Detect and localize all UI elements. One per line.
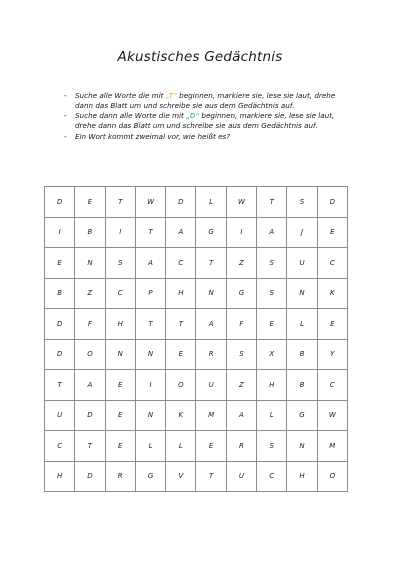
instruction-text: Ein Wort kommt zweimal vor, wie heißt es? [75,131,231,141]
grid-cell[interactable]: S [287,187,317,218]
grid-cell[interactable]: G [196,217,226,248]
grid-row [45,278,348,309]
grid-cell[interactable]: W [135,187,165,218]
grid-cell[interactable]: S [257,248,287,279]
grid-cell[interactable]: U [287,248,317,279]
grid-cell[interactable]: B [75,217,105,248]
grid-cell[interactable]: X [257,339,287,370]
grid-cell[interactable]: G [135,461,165,492]
grid-cell[interactable]: A [135,248,165,279]
grid-cell[interactable]: C [317,248,347,279]
grid-cell[interactable]: D [75,461,105,492]
instruction-list [64,91,346,143]
grid-cell[interactable]: G [287,400,317,431]
instruction-item [64,132,346,142]
grid-cell[interactable]: U [45,400,75,431]
instruction-text: Suche dann alle Worte die mit [75,111,187,121]
grid-cell[interactable]: W [317,400,347,431]
grid-cell[interactable]: H [257,370,287,401]
grid-cell[interactable]: O [166,370,196,401]
highlight-letter-t: „T“ [165,91,177,100]
grid-cell[interactable]: L [166,431,196,462]
grid-cell[interactable]: E [105,400,135,431]
grid-cell[interactable]: D [45,309,75,340]
grid-cell[interactable]: D [166,187,196,218]
instruction-item [64,111,346,130]
grid-cell[interactable]: Z [226,248,256,279]
grid-row [45,217,348,248]
grid-cell[interactable]: T [105,187,135,218]
grid-cell[interactable]: D [75,400,105,431]
grid-cell[interactable]: C [45,431,75,462]
grid-cell[interactable]: F [226,309,256,340]
grid-cell[interactable]: D [45,187,75,218]
grid-cell[interactable]: T [196,248,226,279]
highlight-letter-d: „D“ [186,111,200,121]
grid-cell[interactable]: N [135,339,165,370]
instruction-item [64,91,346,110]
grid-cell[interactable]: D [45,339,75,370]
grid-cell[interactable]: F [75,309,105,340]
grid-cell[interactable]: H [45,461,75,492]
grid-cell[interactable]: T [135,309,165,340]
grid-cell[interactable]: E [105,370,135,401]
grid-cell[interactable]: T [166,309,196,340]
grid-cell[interactable]: N [105,339,135,370]
list-dash: - [64,91,67,100]
grid-cell[interactable]: S [226,339,256,370]
grid-row [45,248,348,279]
grid-cell[interactable]: C [257,461,287,492]
grid-cell[interactable]: V [166,461,196,492]
grid-cell[interactable]: H [287,461,317,492]
grid-cell[interactable]: N [196,278,226,309]
grid-cell[interactable]: E [75,187,105,218]
grid-cell[interactable]: A [226,400,256,431]
grid-cell[interactable]: C [166,248,196,279]
grid-cell[interactable]: N [287,431,317,462]
grid-cell[interactable]: U [226,461,256,492]
letter-grid-body [45,187,348,492]
grid-cell[interactable]: T [135,217,165,248]
grid-cell[interactable]: S [257,431,287,462]
grid-cell[interactable]: I [135,370,165,401]
grid-row [45,309,348,340]
grid-cell[interactable]: T [257,187,287,218]
list-dash: - [64,111,67,121]
list-dash: - [64,131,67,141]
grid-cell[interactable]: E [166,339,196,370]
grid-cell[interactable]: I [226,217,256,248]
grid-cell[interactable]: M [317,431,347,462]
grid-cell[interactable]: W [226,187,256,218]
grid-row [45,187,348,218]
grid-row [45,431,348,462]
grid-cell[interactable]: C [317,370,347,401]
instruction-text: Suche alle Worte die mit [75,91,166,100]
grid-cell[interactable]: J [287,217,317,248]
grid-cell[interactable]: A [257,217,287,248]
grid-cell[interactable]: E [45,248,75,279]
grid-cell[interactable]: S [257,278,287,309]
grid-cell[interactable]: R [196,339,226,370]
grid-cell[interactable]: N [135,400,165,431]
grid-cell[interactable]: T [45,370,75,401]
grid-cell[interactable]: B [287,339,317,370]
grid-cell[interactable]: I [105,217,135,248]
grid-row [45,461,348,492]
grid-cell[interactable]: L [287,309,317,340]
grid-cell[interactable]: L [196,187,226,218]
grid-cell[interactable]: Z [75,278,105,309]
grid-cell[interactable]: A [75,370,105,401]
grid-cell[interactable]: E [257,309,287,340]
grid-cell[interactable]: L [257,400,287,431]
grid-cell[interactable]: I [45,217,75,248]
grid-cell[interactable]: Z [226,370,256,401]
grid-cell[interactable]: D [317,187,347,218]
page-title: Akustisches Gedächtnis [117,49,283,65]
grid-row [45,339,348,370]
grid-cell[interactable]: B [287,370,317,401]
grid-cell[interactable]: E [317,217,347,248]
grid-cell[interactable]: A [166,217,196,248]
grid-cell[interactable]: S [105,248,135,279]
grid-cell[interactable]: T [75,431,105,462]
grid-cell[interactable]: P [135,278,165,309]
grid-cell[interactable]: O [75,339,105,370]
grid-cell[interactable]: T [196,461,226,492]
grid-cell[interactable]: L [135,431,165,462]
grid-cell[interactable]: G [226,278,256,309]
grid-cell[interactable]: M [196,400,226,431]
grid-cell[interactable]: A [196,309,226,340]
grid-cell[interactable]: K [166,400,196,431]
grid-cell[interactable]: U [196,370,226,401]
grid-cell[interactable]: Y [317,339,347,370]
grid-cell[interactable]: E [105,431,135,462]
grid-cell[interactable]: R [105,461,135,492]
grid-cell[interactable]: N [75,248,105,279]
grid-cell[interactable]: B [45,278,75,309]
letter-grid [44,186,348,492]
instruction-text: beginnen, markiere sie, lese sie laut, drehe dann das Blatt um und schreibe sie aus dem Gedächtnis auf. [75,111,335,131]
grid-cell[interactable]: H [166,278,196,309]
grid-cell[interactable]: E [317,309,347,340]
grid-row [45,400,348,431]
grid-cell[interactable]: K [317,278,347,309]
instruction-text: beginnen, markiere sie, lese sie laut, drehe dann das Blatt um und schreibe sie aus dem Gedächtnis auf. [75,91,336,110]
grid-cell[interactable]: C [105,278,135,309]
grid-cell[interactable]: E [196,431,226,462]
grid-cell[interactable]: N [287,278,317,309]
grid-cell[interactable]: H [105,309,135,340]
grid-row [45,370,348,401]
grid-cell[interactable]: O [317,461,347,492]
grid-cell[interactable]: R [226,431,256,462]
